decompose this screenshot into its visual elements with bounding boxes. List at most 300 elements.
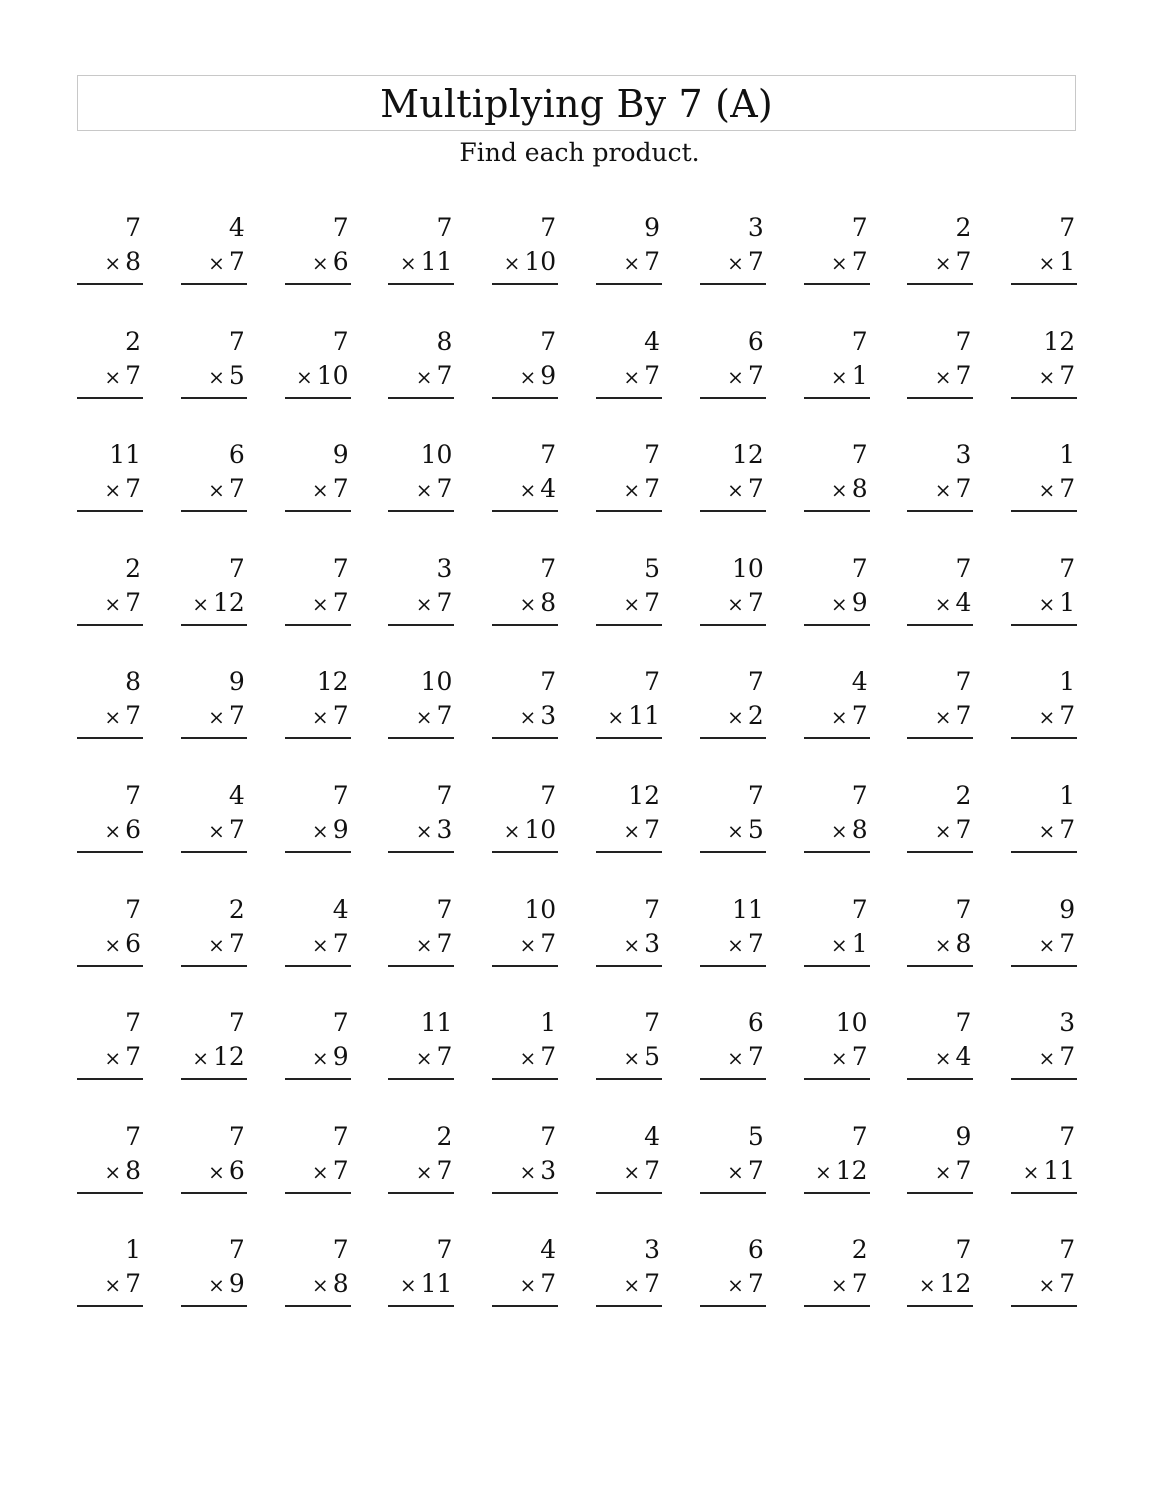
multiplicand: 4 xyxy=(644,1121,660,1151)
times-sign: × xyxy=(311,932,329,957)
multiplier: 7 xyxy=(1059,1269,1076,1299)
problem xyxy=(181,663,247,733)
multiplicand: 7 xyxy=(228,326,245,356)
times-sign: × xyxy=(208,1159,225,1184)
problem xyxy=(388,891,454,961)
multiplier: 12 xyxy=(939,1269,972,1299)
multiplier-line xyxy=(804,815,870,853)
multiplier: 7 xyxy=(644,247,660,276)
problem xyxy=(492,323,558,393)
multiplier: 9 xyxy=(332,1042,349,1072)
problem xyxy=(907,1118,973,1188)
multiplier-line xyxy=(285,1042,351,1080)
times-sign: × xyxy=(208,705,225,730)
problem xyxy=(388,1118,454,1188)
problem xyxy=(1011,550,1077,620)
problem xyxy=(907,550,973,620)
multiplicand: 4 xyxy=(228,781,245,810)
multiplier: 5 xyxy=(228,360,245,390)
multiplier: 7 xyxy=(332,587,349,617)
multiplicand: 7 xyxy=(851,1121,868,1151)
multiplier-line xyxy=(492,1156,558,1194)
times-sign: × xyxy=(830,1273,848,1298)
multiplier-line xyxy=(181,1042,247,1080)
multiplicand: 8 xyxy=(125,667,141,697)
problem xyxy=(285,777,351,847)
times-sign: × xyxy=(830,251,848,275)
problem xyxy=(596,209,662,279)
multiplier: 9 xyxy=(332,815,349,844)
multiplier: 7 xyxy=(125,474,141,504)
multiplicand: 1 xyxy=(1059,440,1076,470)
multiplier-line xyxy=(77,474,143,512)
multiplicand: 1 xyxy=(1059,667,1076,697)
multiplicand: 7 xyxy=(955,1008,972,1038)
times-sign: × xyxy=(623,932,641,957)
multiplicand: 7 xyxy=(540,667,557,697)
multiplicand: 7 xyxy=(851,894,868,924)
multiplier: 3 xyxy=(436,815,453,844)
times-sign: × xyxy=(104,591,122,616)
times-sign: × xyxy=(399,1273,417,1298)
times-sign: × xyxy=(830,819,848,843)
multiplier: 10 xyxy=(316,360,349,390)
multiplicand: 5 xyxy=(747,1121,764,1151)
multiplier: 1 xyxy=(1059,587,1076,617)
multiplier-line xyxy=(804,247,870,285)
times-sign: × xyxy=(934,819,952,843)
multiplier: 7 xyxy=(1059,928,1076,958)
times-sign: × xyxy=(623,251,641,275)
multiplier: 7 xyxy=(955,1155,972,1185)
multiplier-line xyxy=(492,701,558,739)
problem xyxy=(907,777,973,847)
multiplicand: 9 xyxy=(228,667,245,697)
multiplier-line xyxy=(388,1269,454,1307)
problem xyxy=(181,1231,247,1301)
multiplicand: 9 xyxy=(332,440,349,470)
multiplicand: 7 xyxy=(955,894,972,924)
multiplicand: 7 xyxy=(332,781,349,810)
multiplier: 3 xyxy=(540,1155,557,1185)
multiplicand: 1 xyxy=(125,1235,141,1265)
multiplier: 7 xyxy=(747,928,764,958)
multiplicand: 11 xyxy=(731,894,764,924)
times-sign: × xyxy=(727,1273,744,1298)
multiplier-line xyxy=(285,588,351,626)
problem xyxy=(77,550,143,620)
multiplier-line xyxy=(596,1269,662,1307)
multiplier-line xyxy=(804,929,870,967)
problem xyxy=(492,209,558,279)
multiplier: 10 xyxy=(524,247,557,276)
multiplier-line xyxy=(181,361,247,399)
multiplicand: 9 xyxy=(644,213,660,242)
multiplicand: 7 xyxy=(332,553,349,583)
multiplier-line xyxy=(1011,588,1077,626)
times-sign: × xyxy=(104,251,122,275)
times-sign: × xyxy=(311,251,329,275)
times-sign: × xyxy=(1038,1046,1056,1071)
multiplier-line xyxy=(907,361,973,399)
multiplicand: 7 xyxy=(436,894,453,924)
multiplier-line xyxy=(181,1269,247,1307)
multiplier-line xyxy=(77,361,143,399)
multiplier-line xyxy=(388,474,454,512)
multiplicand: 7 xyxy=(540,781,557,810)
times-sign: × xyxy=(192,1046,209,1071)
problem xyxy=(181,777,247,847)
multiplicand: 7 xyxy=(228,1235,245,1265)
times-sign: × xyxy=(1038,819,1056,843)
times-sign: × xyxy=(934,591,952,616)
times-sign: × xyxy=(104,819,122,843)
problem xyxy=(907,436,973,506)
problem xyxy=(492,436,558,506)
multiplier-line xyxy=(1011,247,1077,285)
multiplicand: 6 xyxy=(747,1008,764,1038)
multiplicand: 7 xyxy=(228,1008,245,1038)
times-sign: × xyxy=(519,478,537,503)
multiplicand: 7 xyxy=(955,667,972,697)
times-sign: × xyxy=(519,932,537,957)
multiplicand: 7 xyxy=(1059,213,1076,242)
problem xyxy=(804,777,870,847)
problem xyxy=(388,777,454,847)
multiplier: 11 xyxy=(628,701,660,731)
multiplier-line xyxy=(492,815,558,853)
page-title: Multiplying By 7 (A) xyxy=(380,82,773,126)
times-sign: × xyxy=(415,364,433,389)
multiplicand: 4 xyxy=(851,667,868,697)
multiplicand: 6 xyxy=(747,1235,764,1265)
multiplier-line xyxy=(181,474,247,512)
times-sign: × xyxy=(104,364,122,389)
times-sign: × xyxy=(311,478,329,503)
multiplier-line xyxy=(285,1156,351,1194)
multiplicand: 12 xyxy=(731,440,764,470)
problem xyxy=(181,1004,247,1074)
multiplier-line xyxy=(596,1042,662,1080)
multiplier: 11 xyxy=(420,247,453,276)
problem xyxy=(77,323,143,393)
times-sign: × xyxy=(830,478,848,503)
multiplier-line xyxy=(700,701,766,739)
multiplier-line xyxy=(596,929,662,967)
multiplier: 7 xyxy=(228,701,245,731)
multiplicand: 2 xyxy=(955,213,972,242)
multiplicand: 7 xyxy=(332,1008,349,1038)
problem xyxy=(388,1231,454,1301)
multiplier: 7 xyxy=(332,701,349,731)
times-sign: × xyxy=(1038,251,1056,275)
times-sign: × xyxy=(934,364,952,389)
multiplier-line xyxy=(285,247,351,285)
multiplier: 3 xyxy=(540,701,557,731)
multiplicand: 7 xyxy=(540,1121,557,1151)
multiplier: 8 xyxy=(851,474,868,504)
times-sign: × xyxy=(623,364,641,389)
times-sign: × xyxy=(1022,1159,1040,1184)
multiplier: 7 xyxy=(747,1269,764,1299)
problem xyxy=(492,1004,558,1074)
multiplier-line xyxy=(596,701,662,739)
multiplicand: 7 xyxy=(125,781,141,810)
multiplicand: 3 xyxy=(747,213,764,242)
multiplier-line xyxy=(700,929,766,967)
multiplier: 8 xyxy=(332,1269,349,1299)
times-sign: × xyxy=(415,478,433,503)
times-sign: × xyxy=(104,705,122,730)
problem xyxy=(285,550,351,620)
problem xyxy=(181,891,247,961)
problem xyxy=(285,1231,351,1301)
multiplier: 7 xyxy=(747,1155,764,1185)
multiplier-line xyxy=(492,929,558,967)
multiplier: 8 xyxy=(851,815,868,844)
multiplier: 8 xyxy=(125,247,141,276)
problem xyxy=(285,209,351,279)
multiplier-line xyxy=(596,361,662,399)
times-sign: × xyxy=(727,1046,744,1071)
title-box xyxy=(77,75,1076,131)
times-sign: × xyxy=(830,364,848,389)
multiplier-line xyxy=(388,1156,454,1194)
times-sign: × xyxy=(830,705,848,730)
multiplier: 7 xyxy=(228,247,245,276)
times-sign: × xyxy=(503,819,521,843)
problem xyxy=(1011,663,1077,733)
problem xyxy=(285,436,351,506)
times-sign: × xyxy=(208,932,225,957)
multiplicand: 8 xyxy=(436,326,453,356)
problem xyxy=(804,1118,870,1188)
problem xyxy=(492,1231,558,1301)
multiplicand: 7 xyxy=(851,213,868,242)
times-sign: × xyxy=(934,251,952,275)
times-sign: × xyxy=(519,1046,537,1071)
multiplier: 7 xyxy=(644,1155,660,1185)
multiplicand: 7 xyxy=(644,440,660,470)
times-sign: × xyxy=(934,1159,952,1184)
multiplicand: 12 xyxy=(316,667,349,697)
times-sign: × xyxy=(311,591,329,616)
multiplier-line xyxy=(700,474,766,512)
times-sign: × xyxy=(104,1159,122,1184)
times-sign: × xyxy=(311,1046,329,1071)
multiplicand: 7 xyxy=(332,1121,349,1151)
multiplier-line xyxy=(907,474,973,512)
times-sign: × xyxy=(607,705,625,730)
multiplier: 5 xyxy=(644,1042,660,1072)
multiplicand: 4 xyxy=(644,326,660,356)
multiplier-line xyxy=(1011,1156,1077,1194)
multiplier: 2 xyxy=(747,701,764,731)
multiplier-line xyxy=(285,361,351,399)
multiplicand: 7 xyxy=(1059,1235,1076,1265)
problem xyxy=(1011,1231,1077,1301)
multiplier-line xyxy=(700,1269,766,1307)
multiplicand: 7 xyxy=(332,1235,349,1265)
multiplicand: 7 xyxy=(851,781,868,810)
multiplier: 1 xyxy=(1059,247,1076,276)
multiplicand: 7 xyxy=(747,781,764,810)
multiplier: 7 xyxy=(228,928,245,958)
problem xyxy=(596,1231,662,1301)
times-sign: × xyxy=(815,1159,832,1184)
multiplicand: 10 xyxy=(835,1008,868,1038)
problem xyxy=(388,209,454,279)
multiplier: 7 xyxy=(1059,815,1076,844)
times-sign: × xyxy=(623,478,641,503)
multiplier: 1 xyxy=(851,928,868,958)
times-sign: × xyxy=(399,251,417,275)
multiplier-line xyxy=(492,1269,558,1307)
times-sign: × xyxy=(415,705,433,730)
times-sign: × xyxy=(192,591,209,616)
multiplier: 7 xyxy=(955,247,972,276)
problem xyxy=(77,1118,143,1188)
multiplier-line xyxy=(77,1269,143,1307)
multiplier-line xyxy=(700,588,766,626)
times-sign: × xyxy=(934,705,952,730)
multiplier-line xyxy=(181,1156,247,1194)
multiplier: 7 xyxy=(1059,360,1076,390)
multiplier: 7 xyxy=(1059,474,1076,504)
times-sign: × xyxy=(1038,932,1056,957)
multiplier: 7 xyxy=(747,247,764,276)
times-sign: × xyxy=(415,819,433,843)
multiplicand: 6 xyxy=(228,440,245,470)
multiplicand: 7 xyxy=(955,553,972,583)
multiplier: 6 xyxy=(332,247,349,276)
multiplicand: 7 xyxy=(955,1235,972,1265)
problem xyxy=(907,663,973,733)
multiplier-line xyxy=(77,815,143,853)
multiplicand: 7 xyxy=(125,213,141,242)
times-sign: × xyxy=(104,1046,122,1071)
multiplier-line xyxy=(388,1042,454,1080)
multiplier: 4 xyxy=(955,1042,972,1072)
problem xyxy=(804,663,870,733)
multiplier-line xyxy=(492,1042,558,1080)
multiplier: 7 xyxy=(1059,1042,1076,1072)
times-sign: × xyxy=(311,1273,329,1298)
times-sign: × xyxy=(1038,364,1056,389)
multiplier: 7 xyxy=(644,360,660,390)
problem xyxy=(492,663,558,733)
problem xyxy=(596,663,662,733)
instructions: Find each product. xyxy=(459,138,700,167)
problem xyxy=(181,550,247,620)
problem xyxy=(596,1118,662,1188)
times-sign: × xyxy=(311,1159,329,1184)
times-sign: × xyxy=(830,1046,848,1071)
multiplier: 7 xyxy=(436,360,453,390)
multiplier-line xyxy=(285,929,351,967)
multiplier: 7 xyxy=(436,1155,453,1185)
multiplier-line xyxy=(700,1156,766,1194)
problem xyxy=(181,323,247,393)
times-sign: × xyxy=(208,478,225,503)
multiplicand: 7 xyxy=(436,781,453,810)
multiplicand: 2 xyxy=(125,326,141,356)
multiplicand: 2 xyxy=(436,1121,453,1151)
multiplier: 6 xyxy=(228,1155,245,1185)
multiplicand: 7 xyxy=(436,213,453,242)
multiplier-line xyxy=(181,588,247,626)
multiplier: 7 xyxy=(436,701,453,731)
problem xyxy=(388,436,454,506)
multiplier: 4 xyxy=(540,474,557,504)
multiplier: 7 xyxy=(332,928,349,958)
multiplier: 7 xyxy=(644,815,660,844)
multiplicand: 10 xyxy=(524,894,557,924)
times-sign: × xyxy=(830,932,848,957)
multiplicand: 7 xyxy=(540,553,557,583)
multiplier: 7 xyxy=(436,1042,453,1072)
times-sign: × xyxy=(208,1273,225,1298)
multiplier: 7 xyxy=(125,701,141,731)
problem xyxy=(1011,1004,1077,1074)
multiplicand: 7 xyxy=(228,1121,245,1151)
multiplicand: 2 xyxy=(955,781,972,810)
problem xyxy=(907,209,973,279)
multiplier: 7 xyxy=(540,1269,557,1299)
multiplier: 7 xyxy=(644,1269,660,1299)
times-sign: × xyxy=(727,1159,744,1184)
multiplier-line xyxy=(907,247,973,285)
times-sign: × xyxy=(934,932,952,957)
multiplier: 7 xyxy=(955,360,972,390)
multiplier-line xyxy=(907,1269,973,1307)
problem xyxy=(907,1231,973,1301)
problem xyxy=(804,209,870,279)
problem xyxy=(285,1118,351,1188)
multiplier: 7 xyxy=(125,1042,141,1072)
multiplier-line xyxy=(700,1042,766,1080)
multiplier-line xyxy=(285,474,351,512)
problem xyxy=(596,777,662,847)
multiplier-line xyxy=(388,815,454,853)
problem xyxy=(700,1004,766,1074)
problem xyxy=(77,777,143,847)
problem xyxy=(1011,891,1077,961)
problem xyxy=(596,436,662,506)
multiplier: 8 xyxy=(955,928,972,958)
multiplier: 12 xyxy=(212,1042,245,1072)
times-sign: × xyxy=(623,1046,641,1071)
problem xyxy=(181,1118,247,1188)
multiplicand: 7 xyxy=(332,326,349,356)
multiplier: 12 xyxy=(212,587,245,617)
multiplier-line xyxy=(1011,701,1077,739)
times-sign: × xyxy=(934,1046,952,1071)
times-sign: × xyxy=(727,819,744,843)
multiplicand: 5 xyxy=(644,553,660,583)
problem xyxy=(804,436,870,506)
times-sign: × xyxy=(727,251,744,275)
times-sign: × xyxy=(1038,1273,1056,1298)
multiplier-line xyxy=(700,247,766,285)
multiplier-line xyxy=(77,701,143,739)
multiplicand: 7 xyxy=(851,440,868,470)
multiplier: 1 xyxy=(851,360,868,390)
problem xyxy=(77,663,143,733)
multiplier: 7 xyxy=(851,701,868,731)
multiplier: 7 xyxy=(955,701,972,731)
multiplier: 7 xyxy=(851,247,868,276)
